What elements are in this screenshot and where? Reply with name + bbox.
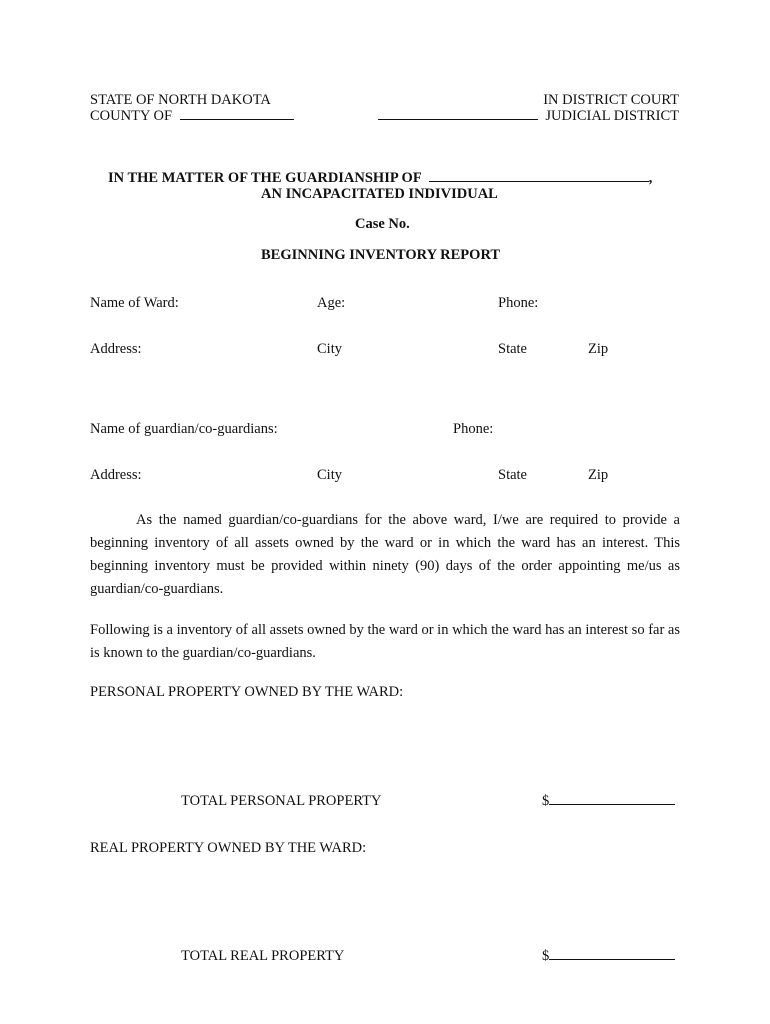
personal-currency-symbol: $ — [542, 793, 550, 809]
case-number-label: Case No. — [355, 216, 410, 232]
total-real-property-line — [542, 948, 675, 964]
ward-name-blank[interactable] — [429, 170, 649, 182]
district-line — [378, 108, 679, 124]
guardian-phone-label: Phone: — [453, 421, 494, 437]
ward-name-label: Name of Ward: — [90, 295, 179, 311]
county-line — [90, 108, 294, 124]
court-label: IN DISTRICT COURT — [543, 92, 679, 108]
real-currency-symbol: $ — [542, 948, 550, 964]
guardian-city-label: City — [317, 467, 342, 483]
total-real-property-blank[interactable] — [549, 948, 675, 960]
caption-comma: , — [648, 170, 653, 186]
guardian-state-label: State — [498, 467, 527, 483]
ward-zip-label: Zip — [588, 341, 609, 357]
caption-line-2: AN INCAPACITATED INDIVIDUAL — [261, 186, 498, 202]
county-label: COUNTY OF — [90, 108, 173, 124]
ward-age-label: Age: — [317, 295, 346, 311]
total-real-property-label: TOTAL REAL PROPERTY — [181, 948, 345, 964]
guardian-name-label: Name of guardian/co-guardians: — [90, 421, 278, 437]
district-blank[interactable] — [378, 108, 538, 120]
total-personal-property-blank[interactable] — [549, 793, 675, 805]
state-label: STATE OF NORTH DAKOTA — [90, 92, 271, 108]
ward-address-label: Address: — [90, 341, 142, 357]
guardianship-of-label: IN THE MATTER OF THE GUARDIANSHIP OF — [108, 170, 422, 186]
guardian-address-label: Address: — [90, 467, 142, 483]
intro-paragraph: As the named guardian/co-guardians for the above ward, I/we are required to provide a beginning inventory of all assets owned by the ward or in which the ward has an interest. This beginning inventory must be provided within ninety (90) days of the order appointing me/us as guardian/co-guardians. — [90, 512, 680, 597]
district-label: JUDICIAL DISTRICT — [545, 108, 679, 124]
real-property-heading: REAL PROPERTY OWNED BY THE WARD: — [90, 840, 367, 856]
ward-state-label: State — [498, 341, 527, 357]
caption-line-1 — [108, 170, 652, 186]
document-title: BEGINNING INVENTORY REPORT — [261, 247, 501, 263]
ward-city-label: City — [317, 341, 342, 357]
inventory-paragraph: Following is a inventory of all assets owned by the ward or in which the ward has an interest so far as is known to the guardian/co-guardians. — [90, 622, 680, 661]
personal-property-heading: PERSONAL PROPERTY OWNED BY THE WARD: — [90, 684, 404, 700]
total-personal-property-label: TOTAL PERSONAL PROPERTY — [181, 793, 382, 809]
guardian-zip-label: Zip — [588, 467, 609, 483]
county-blank[interactable] — [180, 108, 294, 120]
ward-phone-label: Phone: — [498, 295, 539, 311]
total-personal-property-line — [542, 793, 675, 809]
